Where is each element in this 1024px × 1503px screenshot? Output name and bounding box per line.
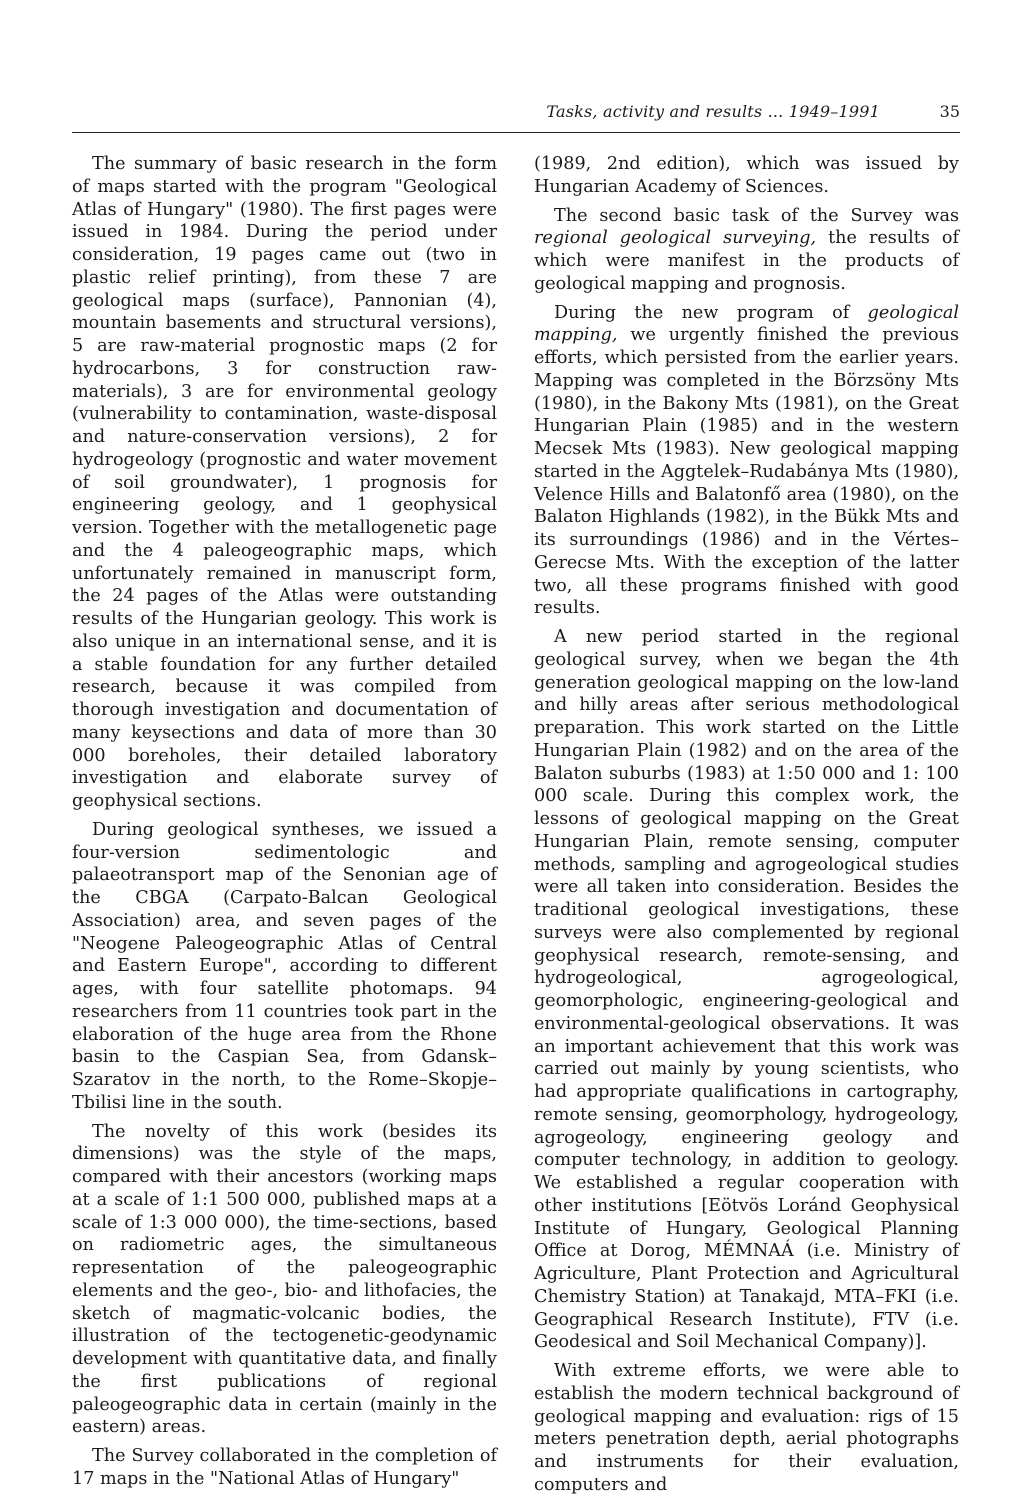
paragraph-new-period: A new period started in the regional geological survey, when we began the 4th generation geological mapping on the low-land and hilly areas after serious methodological preparation. This work started on the Little Hungarian Plain (1982) and on the area of the Balaton suburbs (1983) at 1:50 000 and 1: 100 000 scale. During this complex work, the lessons of geological mapping on the Great Hungarian Plain, remote sensing, computer methods, sampling and agrogeological studies were all taken into consideration. Besides the traditional geological investigations, these surveys were also complemented by regional geophysical research, remote-sensing, and hydrogeological, agrogeological, geomorphologic, engineering-geological and environmental-geological observations. It was an important achievement that this work was carried out mainly by young scientists, who had appropriate qualifications in cartography, remote sensing, geomorphology, hydrogeology, agrogeology, engineering geology and computer technology, in addition to geology. We established a regular cooperation with other institutions [Eötvös Loránd Geophysical Institute of Hungary, Geological Planning Office at Dorog, MÉMNAÁ (i.e. Ministry of Agriculture, Plant Protection and Agricultural Chemistry Station) at Tanakajd, MTA–FKI (i.e. Geographical Research Institute), FTV (i.e. Geodesical and Soil Mechanical Company)]. — [534, 627, 959, 1353]
paragraph-second-task — [534, 205, 959, 296]
text-run: the results of which were manifest in the products of geological mapping and prognosis. — [534, 228, 960, 294]
left-column — [72, 153, 497, 1497]
right-column — [534, 153, 959, 1503]
paragraph-geological-syntheses: During geological syntheses, we issued a four-version sedimentologic and palaeotransport map of the Senonian age of the CBGA (Carpato-Balcan Geological Association) area, and seven pages of the "Neogene Paleogeographic Atlas of Central and Eastern Europe", according to different ages, with four satellite photomaps. 94 researchers from 11 countries took part in the elaboration of the huge area from the Rhone basin to the Caspian Sea, from Gdansk–Szaratov in the north, to the Rome–Skopje–Tbilisi line in the south. — [72, 819, 497, 1113]
paragraph-national-atlas: The Survey collaborated in the completion of 17 maps in the "National Atlas of Hungary" — [72, 1446, 497, 1489]
running-header — [72, 100, 960, 124]
page-number: 35 — [939, 102, 960, 121]
paragraph-novelty: The novelty of this work (besides its dimensions) was the style of the maps, compared with their ancestors (working maps at a scale of 1:1 500 000, published maps at a scale of 1:3 000 000), the time-sections, based on radiometric ages, the simultaneous representation of the paleogeographic elements and the geo-, bio- and lithofacies, the sketch of magmatic-volcanic bodies, the illustration of the tectogenetic-geodynamic development with quantitative data, and finally the first publications of regional paleogeographic data in certain (mainly in the eastern) areas. — [72, 1121, 497, 1438]
paragraph-new-program — [534, 302, 959, 621]
text-run: we urgently finished the previous efforts, which persisted from the earlier years. Mapping was completed in the Börzsöny Mts (1980), in the Bakony Mts (1981), on the Great Hungarian Plain (1985) and in the western Mecsek Mts (1983). New geological mapping started in the Aggtelek–Rudabánya Mts (1980), Velence Hills and Balatonfő area (1980), on the Balaton Highlands (1982), in the Bükk Mts and its surroundings (1986) and in the Vértes–Gerecse Mts. With the exception of the latter two, all these programs finished with good results. — [534, 325, 959, 619]
text-run: During the new program of — [554, 302, 868, 323]
running-title: Tasks, activity and results ... 1949–1991 — [546, 102, 880, 121]
header-rule — [72, 132, 960, 133]
text-run: The second basic task of the Survey was — [554, 205, 959, 226]
emphasis-regional-surveying: regional geological surveying, — [534, 228, 817, 249]
emphasis-geological-mapping: geological mapping, — [534, 302, 959, 346]
paragraph-atlas-summary: The summary of basic research in the form of maps started with the program "Geological Atlas of Hungary" (1980). The first pages were issued in 1984. During the period under consideration, 19 pages came out (two in plastic relief printing), from these 7 are geological maps (surface), Pannonian (4), mountain basements and structural versions), 5 are raw-material prognostic maps (2 for hydrocarbons, 3 for construction raw-materials), 3 are for environmental geology (vulnerability to contamination, waste-disposal and nature-conservation versions), 2 for hydrogeology (prognostic and water movement of soil groundwater), 1 prognosis for engineering geology, and 1 geophysical version. Together with the metallogenetic page and the 4 paleogeographic maps, which unfortunately remained in manuscript form, the 24 pages of the Atlas were outstanding results of the Hungarian geology. This work is also unique in an international sense, and it is a stable foundation for any further detailed research, because it was compiled from thorough investigation and documentation of many keysections and data of more than 30 000 boreholes, their detailed laboratory investigation and elaborate survey of geophysical sections. — [72, 154, 497, 811]
paragraph-continued: (1989, 2nd edition), which was issued by Hungarian Academy of Sciences. — [534, 154, 959, 197]
paragraph-technical-background: With extreme efforts, we were able to establish the modern technical background of geological mapping and evaluation: rigs of 15 meters penetration depth, aerial photographs and instruments for their evaluation, computers and — [534, 1361, 959, 1495]
